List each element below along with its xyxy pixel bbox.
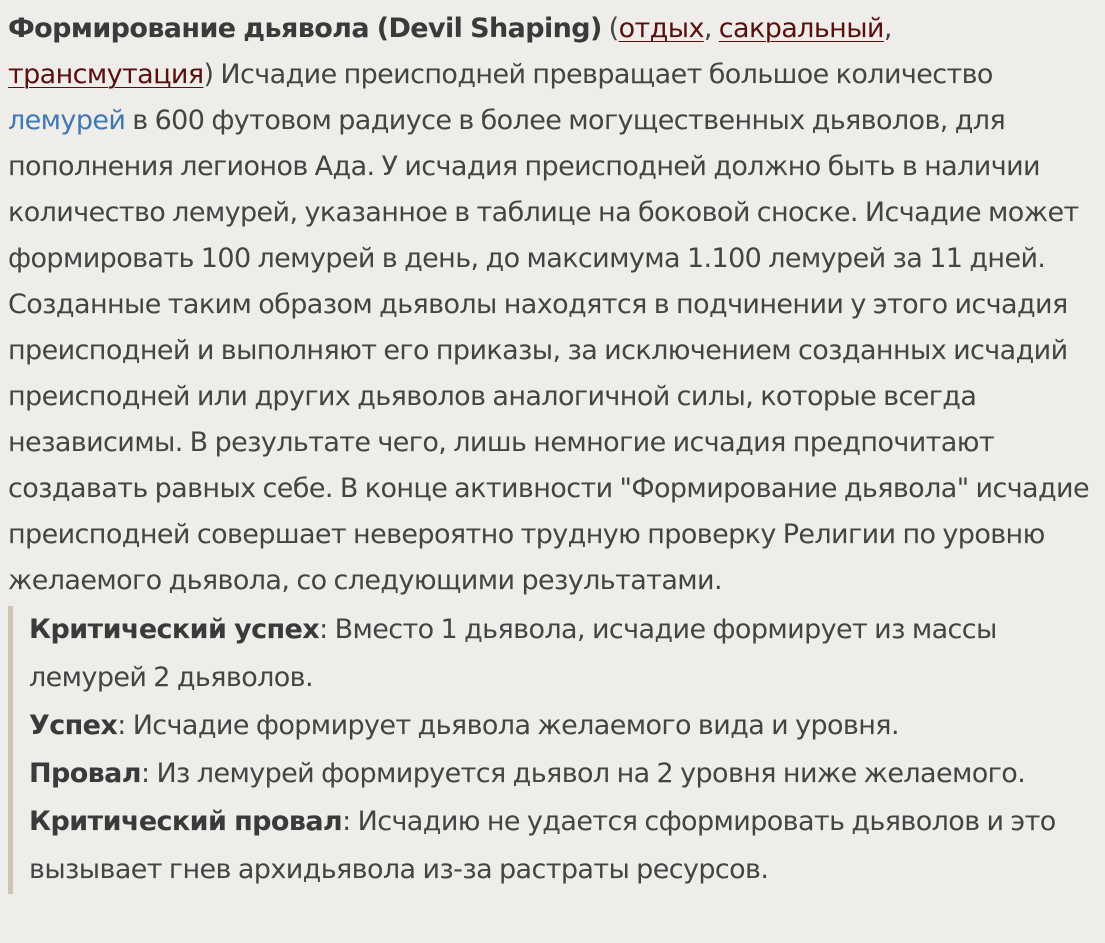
spell-title: Формирование дьявола (Devil Shaping) [8,13,602,44]
result-failure [29,750,1102,798]
result-separator: : [117,710,133,741]
lemure-link[interactable]: лемурей [8,105,126,136]
result-separator: : [342,806,358,837]
spell-intro-paragraph [8,6,1102,604]
result-text: Из лемурей формируется дьявол на 2 уровня ниже желаемого. [156,758,1026,789]
result-text: Вместо 1 дьявола, исчадие формирует из массы лемурей 2 дьяволов. [29,614,997,693]
result-label: Провал [29,758,141,789]
tag-link-rest[interactable]: отдых [618,13,704,44]
open-paren: ( [601,13,619,44]
result-label: Критический успех [29,614,320,645]
result-separator: : [319,614,335,645]
result-critical-success [29,606,1102,702]
tag-separator: , [883,13,892,44]
result-text: Исчадие формирует дьявола желаемого вида и уровня. [132,710,899,741]
result-label: Критический провал [29,806,343,837]
spell-text-part-2: в 600 футовом радиусе в более могущественных дьяволов, для пополнения легионов Ада. У исчадия преисподней должно быть в наличии количество лемурей, указанное в таблице на боковой сноске. Исчадие может формировать 100 лемурей в день, до максимума 1.100 лемурей за 11 дней. Созданные таким образом дьяволы находятся в подчинении у этого исчадия преисподней и выполняют его приказы, за исключением созданных исчадий преисподней или других дьяволов аналогичной силы, которые всегда независимы. В результате чего, лишь немногие исчадия предпочитают создавать равных себе. В конце активности "Формирование дьявола" исчадие преисподней совершает невероятно трудную проверку Религии по уровню желаемого дьявола, со следующими результатами. [8,105,1090,596]
spell-text-part-1: Исчадие преисподней превращает большое количество [213,59,993,90]
close-paren: ) [203,59,214,90]
tag-link-sacred[interactable]: сакральный [718,13,884,44]
results-block [8,606,1102,894]
result-label: Успех [29,710,118,741]
tag-link-transmutation[interactable]: трансмутация [8,59,204,90]
result-critical-failure [29,798,1102,894]
result-text: Исчадию не удается сформировать дьяволов и это вызывает гнев архидьявола из-за растраты ресурсов. [29,806,1056,885]
result-success [29,702,1102,750]
result-separator: : [140,758,157,789]
spell-description [8,6,1102,894]
tag-separator: , [703,13,719,44]
